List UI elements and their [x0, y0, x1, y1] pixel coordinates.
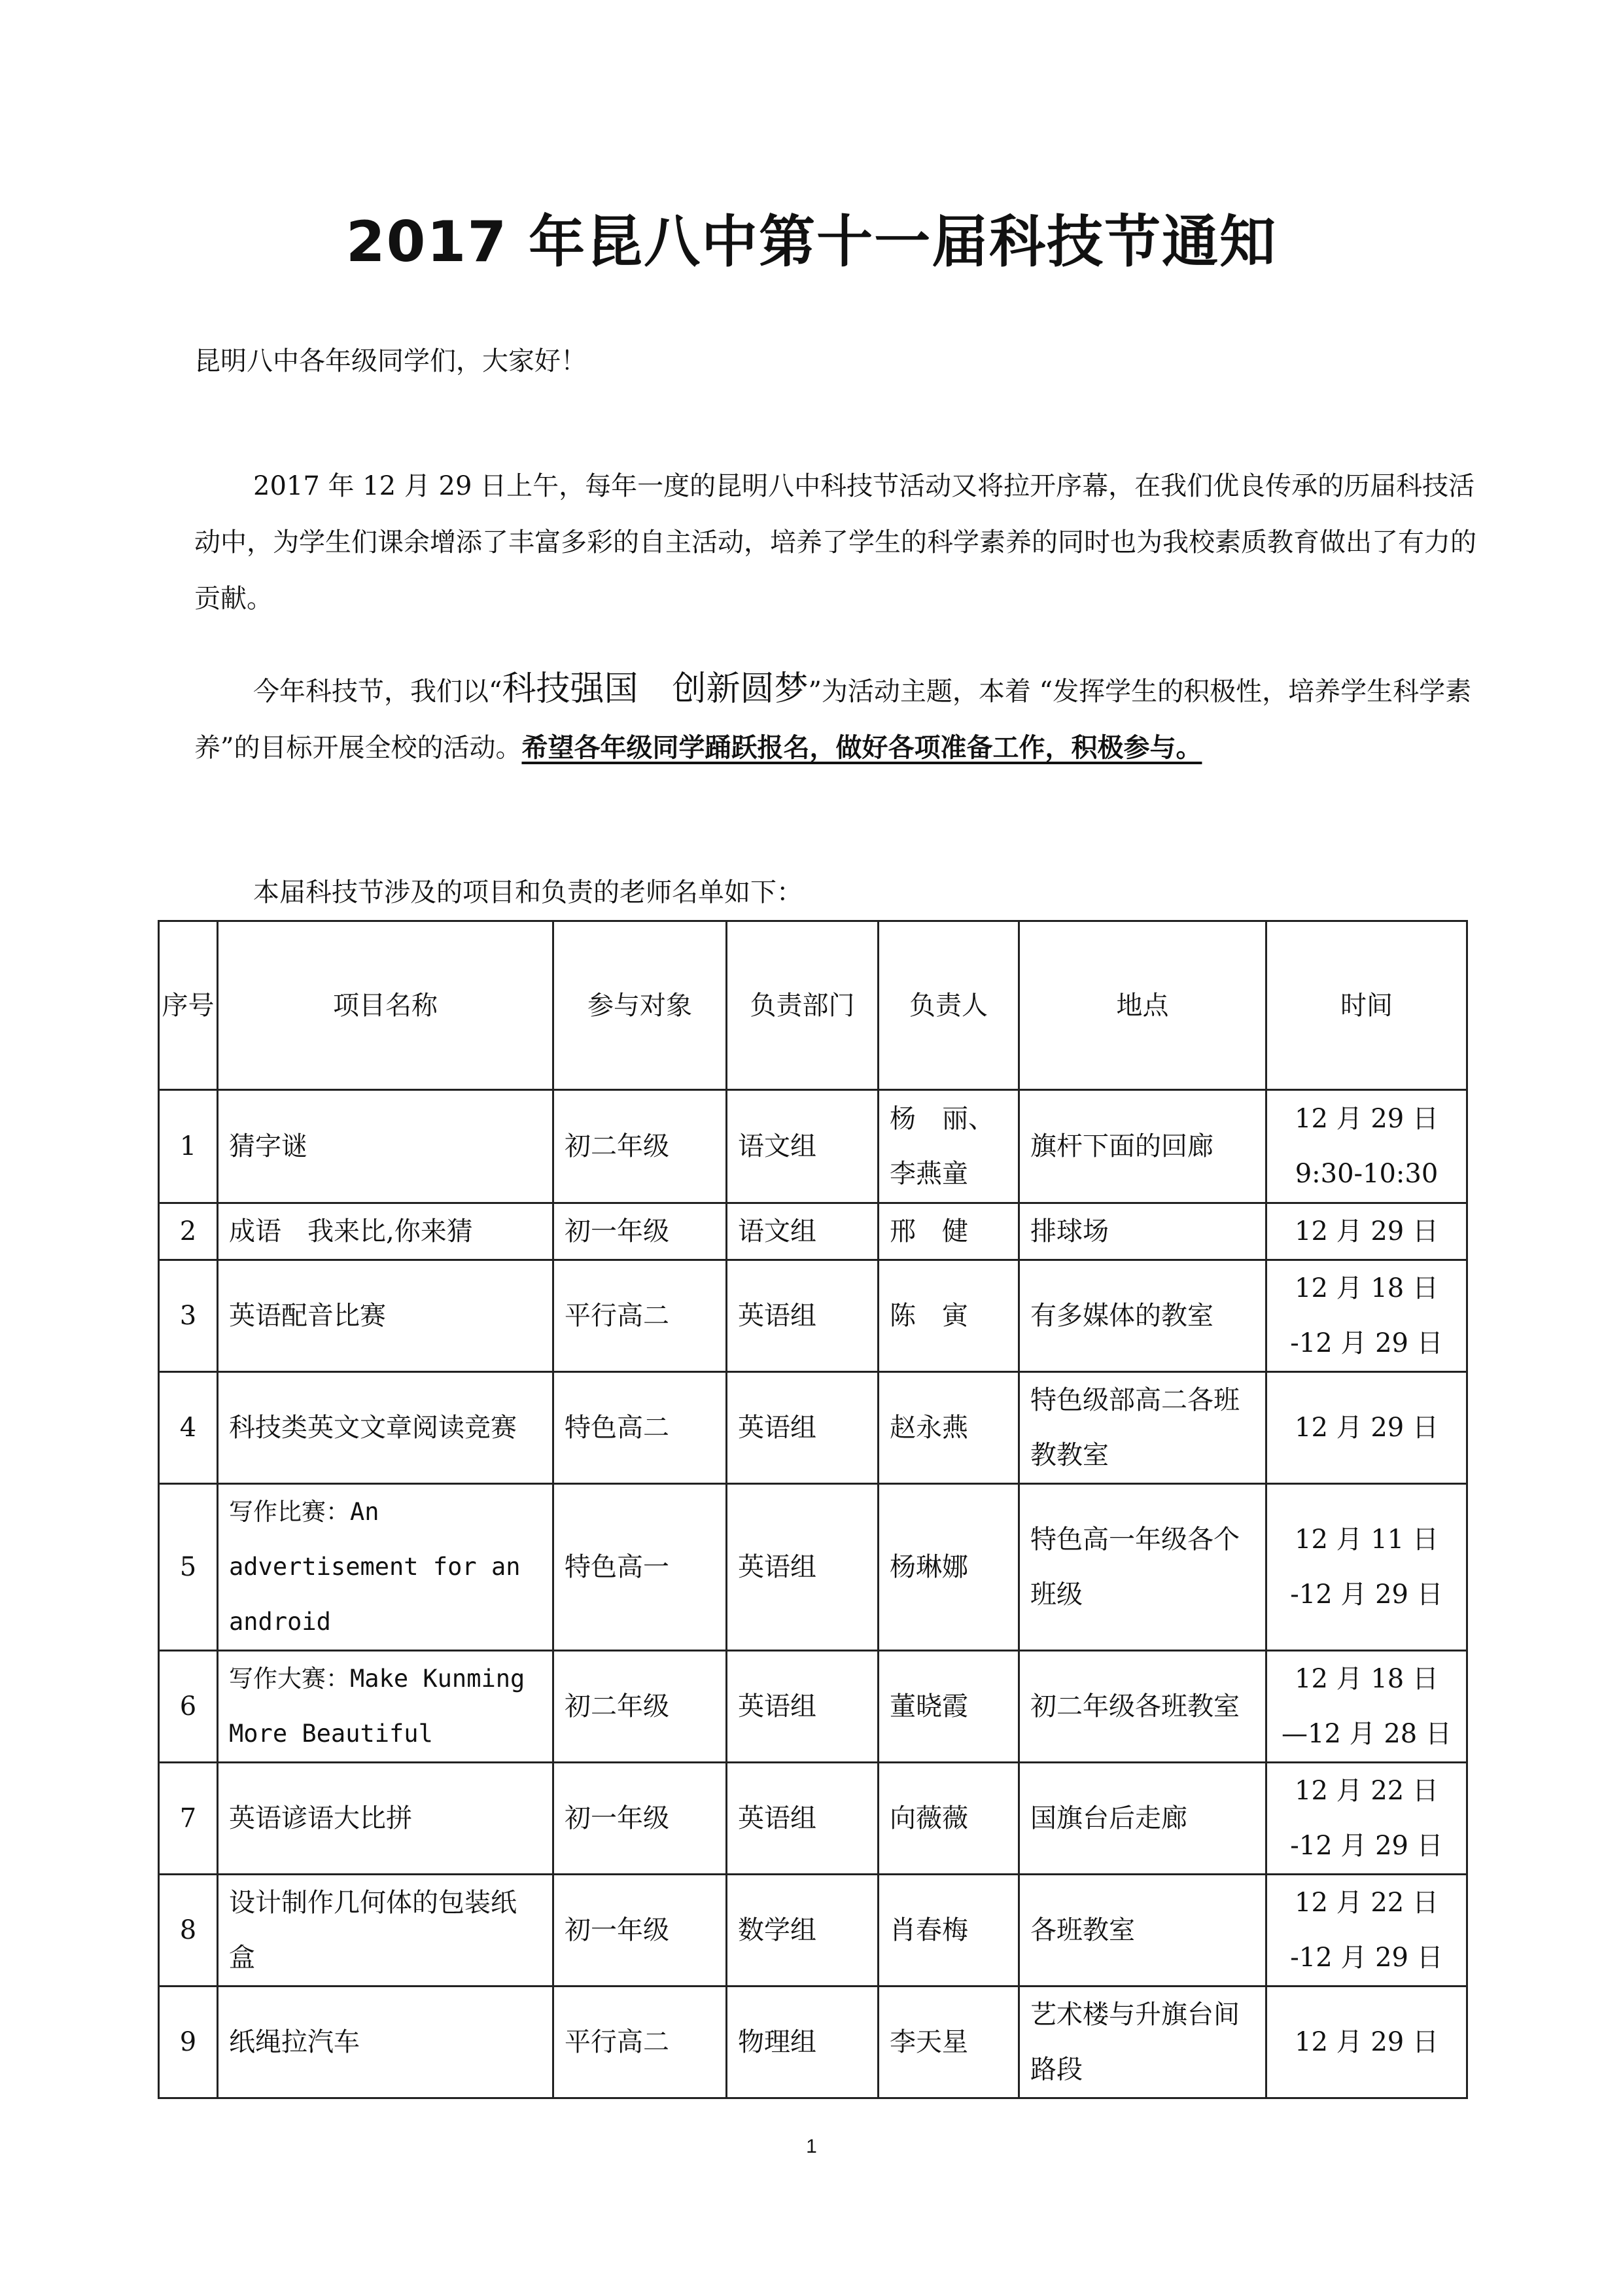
cell-person: 赵永燕 [879, 1372, 1019, 1484]
cell-dept: 语文组 [727, 1203, 879, 1260]
cell-no: 2 [159, 1203, 218, 1260]
header-person: 负责人 [879, 921, 1019, 1090]
page-number: 1 [806, 2136, 817, 2157]
cell-name: 科技类英文文章阅读竞赛 [218, 1372, 553, 1484]
table-row [159, 1651, 1467, 1763]
cell-time: 12 月 29 日 9:30-10:30 [1266, 1090, 1467, 1203]
table-row [159, 1260, 1467, 1372]
cell-no: 8 [159, 1875, 218, 1987]
cell-no: 9 [159, 1987, 218, 2098]
document-title: 2017 年昆八中第十一届科技节通知 [345, 209, 1278, 275]
cell-target: 初一年级 [553, 1763, 727, 1875]
cell-time: 12 月 18 日 -12 月 29 日 [1266, 1260, 1467, 1372]
cell-time: 12 月 29 日 [1266, 1987, 1467, 2098]
cell-no: 3 [159, 1260, 218, 1372]
cell-person: 邢 健 [879, 1203, 1019, 1260]
cell-dept: 英语组 [727, 1763, 879, 1875]
table-row [159, 1090, 1467, 1203]
cell-dept: 英语组 [727, 1651, 879, 1763]
cell-time: 12 月 11 日 -12 月 29 日 [1266, 1484, 1467, 1651]
cell-name: 设计制作几何体的包装纸盒 [218, 1875, 553, 1987]
cell-target: 特色高二 [553, 1372, 727, 1484]
cell-place: 国旗台后走廊 [1019, 1763, 1266, 1875]
cell-place: 特色高一年级各个班级 [1019, 1484, 1266, 1651]
header-name: 项目名称 [218, 921, 553, 1090]
cell-target: 初二年级 [553, 1651, 727, 1763]
cell-time: 12 月 29 日 [1266, 1372, 1467, 1484]
cell-target: 初一年级 [553, 1875, 727, 1987]
table-row [159, 1484, 1467, 1651]
cell-no: 4 [159, 1372, 218, 1484]
cell-name: 成语 我来比,你来猜 [218, 1203, 553, 1260]
paragraph-theme-part2: ”为活动主题，本着 “发挥学生的积极性，培养学生科学素养”的目标开展全校的活动。 [194, 677, 1472, 763]
cell-no: 1 [159, 1090, 218, 1203]
cell-time: 12 月 18 日 —12 月 28 日 [1266, 1651, 1467, 1763]
table-row [159, 1203, 1467, 1260]
table-row [159, 1875, 1467, 1987]
paragraph-theme-part1: 今年科技节，我们以“ [253, 677, 502, 707]
cell-place: 排球场 [1019, 1203, 1266, 1260]
cell-time: 12 月 22 日 -12 月 29 日 [1266, 1763, 1467, 1875]
theme-text: 科技强国 创新圆梦 [502, 669, 809, 709]
cell-place: 各班教室 [1019, 1875, 1266, 1987]
cell-name: 英语配音比赛 [218, 1260, 553, 1372]
header-place: 地点 [1019, 921, 1266, 1090]
table-row [159, 1763, 1467, 1875]
cell-name: 猜字谜 [218, 1090, 553, 1203]
cell-person: 杨琳娜 [879, 1484, 1019, 1651]
cell-target: 平行高二 [553, 1260, 727, 1372]
cell-no: 7 [159, 1763, 218, 1875]
table-header-row [159, 921, 1467, 1090]
cell-name: 写作比赛：An advertisement for an android [218, 1484, 553, 1651]
cell-dept: 语文组 [727, 1090, 879, 1203]
cell-place: 有多媒体的教室 [1019, 1260, 1266, 1372]
cell-person: 李天星 [879, 1987, 1019, 2098]
cell-target: 初一年级 [553, 1203, 727, 1260]
cell-place: 旗杆下面的回廊 [1019, 1090, 1266, 1203]
table-intro: 本届科技节涉及的项目和负责的老师名单如下： [253, 877, 803, 908]
header-target: 参与对象 [553, 921, 727, 1090]
cell-person: 陈 寅 [879, 1260, 1019, 1372]
cell-target: 特色高一 [553, 1484, 727, 1651]
cell-person: 董晓霞 [879, 1651, 1019, 1763]
paragraph-intro: 2017 年 12 月 29 日上午，每年一度的昆明八中科技节活动又将拉开序幕，在我们优良传承的历届科技活动中，为学生们课余增添了丰富多彩的自主活动，培养了学生的科学素养的同时也为我校素质教育做出了有力的贡献。 [194, 471, 1476, 614]
cell-name: 纸绳拉汽车 [218, 1987, 553, 2098]
cell-time: 12 月 22 日 -12 月 29 日 [1266, 1875, 1467, 1987]
cell-dept: 英语组 [727, 1484, 879, 1651]
cell-dept: 物理组 [727, 1987, 879, 2098]
cell-dept: 数学组 [727, 1875, 879, 1987]
header-dept: 负责部门 [727, 921, 879, 1090]
header-no: 序号 [159, 921, 218, 1090]
cell-target: 初二年级 [553, 1090, 727, 1203]
cell-name: 英语谚语大比拼 [218, 1763, 553, 1875]
cell-time: 12 月 29 日 [1266, 1203, 1467, 1260]
cell-dept: 英语组 [727, 1260, 879, 1372]
cell-name: 写作大赛：Make Kunming More Beautiful [218, 1651, 553, 1763]
cell-person: 肖春梅 [879, 1875, 1019, 1987]
projects-table [158, 920, 1468, 2099]
cell-target: 平行高二 [553, 1987, 727, 2098]
call-to-action: 希望各年级同学踊跃报名，做好各项准备工作，积极参与。 [521, 732, 1202, 763]
table-row [159, 1372, 1467, 1484]
cell-person: 向薇薇 [879, 1763, 1019, 1875]
cell-place: 特色级部高二各班教教室 [1019, 1372, 1266, 1484]
greeting: 昆明八中各年级同学们，大家好！ [194, 346, 587, 376]
paragraph-theme [194, 661, 1476, 776]
cell-place: 初二年级各班教室 [1019, 1651, 1266, 1763]
cell-no: 6 [159, 1651, 218, 1763]
cell-person: 杨 丽、李燕童 [879, 1090, 1019, 1203]
table-row [159, 1987, 1467, 2098]
cell-no: 5 [159, 1484, 218, 1651]
header-time: 时间 [1266, 921, 1467, 1090]
cell-dept: 英语组 [727, 1372, 879, 1484]
cell-place: 艺术楼与升旗台间路段 [1019, 1987, 1266, 2098]
